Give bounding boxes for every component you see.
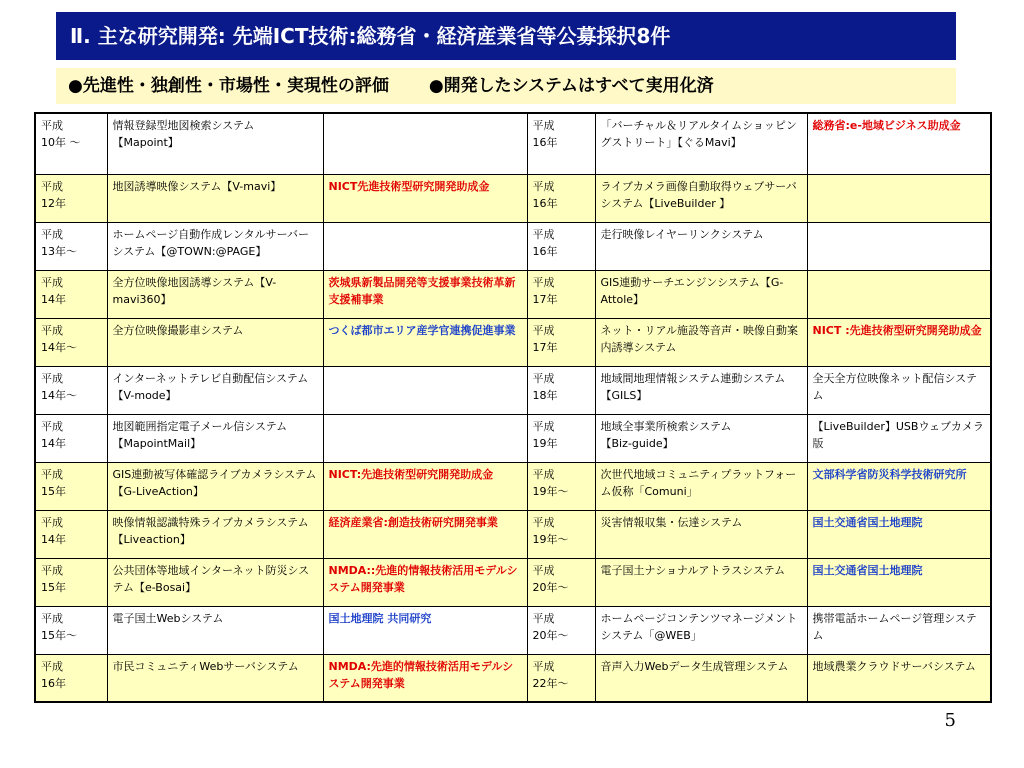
system-name-cell: 地域間地理情報システム連動システム【GILS】 <box>595 366 807 414</box>
system-name-cell: 地図誘導映像システム【V-mavi】 <box>107 174 323 222</box>
system-name-cell: 市民コミュニティWebサーバシステム <box>107 654 323 702</box>
funding-cell: NMDA:先進的情報技術活用モデルシステム開発事業 <box>323 654 527 702</box>
system-name-cell: 次世代地域コミュニティプラットフォーム仮称「Comuni」 <box>595 462 807 510</box>
start-year-cell: 平成 15年〜 <box>35 606 107 654</box>
slide-title: Ⅱ. 主な研究開発: 先端ICT技術:総務省・経済産業省等公募採択8件 <box>56 12 956 60</box>
funding-cell: つくば都市エリア産学官連携促進事業 <box>323 318 527 366</box>
table-row <box>35 113 991 174</box>
start-year-cell: 平成 14年 <box>35 270 107 318</box>
table-row <box>35 654 991 702</box>
start-year-cell: 平成 15年 <box>35 462 107 510</box>
table-row <box>35 606 991 654</box>
table-row <box>35 558 991 606</box>
start-year-cell: 平成 17年 <box>527 318 595 366</box>
funding-cell: NICT :先進技術型研究開発助成金 <box>807 318 991 366</box>
system-name-cell: インターネットテレビ自動配信システム【V-mode】 <box>107 366 323 414</box>
system-name-cell: ライブカメラ画像自動取得ウェブサーバシステム【LiveBuilder 】 <box>595 174 807 222</box>
table-row <box>35 174 991 222</box>
table-row <box>35 414 991 462</box>
start-year-cell: 平成 19年 <box>527 414 595 462</box>
table-row <box>35 462 991 510</box>
system-name-cell: 情報登録型地図検索システム 【Mapoint】 <box>107 113 323 174</box>
start-year-cell: 平成 14年〜 <box>35 318 107 366</box>
start-year-cell: 平成 14年〜 <box>35 366 107 414</box>
system-name-cell: 公共団体等地域インターネット防災システム【e-Bosai】 <box>107 558 323 606</box>
start-year-cell: 平成 16年 <box>527 222 595 270</box>
start-year-cell: 平成 16年 <box>527 174 595 222</box>
system-name-cell: 走行映像レイヤーリンクシステム <box>595 222 807 270</box>
start-year-cell: 平成 19年〜 <box>527 510 595 558</box>
system-name-cell: 地図範囲指定電子メール信システム【MapointMail】 <box>107 414 323 462</box>
system-name-cell: 「バーチャル＆リアルタイムショッピングストリート」【ぐるMavi】 <box>595 113 807 174</box>
start-year-cell: 平成 15年 <box>35 558 107 606</box>
funding-cell: 文部科学省防災科学技術研究所 <box>807 462 991 510</box>
funding-cell <box>323 222 527 270</box>
subtitle-left: ●先進性・独創性・市場性・実現性の評価 <box>68 76 389 96</box>
page-number: 5 <box>944 710 956 731</box>
table-row <box>35 270 991 318</box>
system-name-cell: GIS連動被写体確認ライブカメラシステム【G-LiveAction】 <box>107 462 323 510</box>
start-year-cell: 平成 14年 <box>35 510 107 558</box>
subtitle-bar <box>56 68 956 104</box>
funding-cell: 経済産業省:創造技術研究開発事業 <box>323 510 527 558</box>
funding-cell <box>807 270 991 318</box>
system-name-cell: 全方位映像撮影車システム <box>107 318 323 366</box>
start-year-cell: 平成 16年 <box>35 654 107 702</box>
start-year-cell: 平成 14年 <box>35 414 107 462</box>
system-name-cell: 音声入力Webデータ生成管理システム <box>595 654 807 702</box>
start-year-cell: 平成 19年〜 <box>527 462 595 510</box>
system-name-cell: ネット・リアル施設等音声・映像自動案内誘導システム <box>595 318 807 366</box>
funding-cell <box>323 366 527 414</box>
start-year-cell: 平成 16年 <box>527 113 595 174</box>
system-name-cell: 地域全事業所検索システム 【Biz-guide】 <box>595 414 807 462</box>
system-name-cell: GIS連動サーチエンジンシステム【G-Attole】 <box>595 270 807 318</box>
system-name-cell: 電子国土ナショナルアトラスシステム <box>595 558 807 606</box>
funding-cell <box>323 113 527 174</box>
start-year-cell: 平成 20年〜 <box>527 606 595 654</box>
funding-cell: 茨城県新製品開発等支援事業技術革新支援補事業 <box>323 270 527 318</box>
funding-cell <box>807 174 991 222</box>
system-name-cell: 災害情報収集・伝達システム <box>595 510 807 558</box>
subtitle-right: ●開発したシステムはすべて実用化済 <box>428 76 714 96</box>
funding-cell: 国土交通省国土地理院 <box>807 510 991 558</box>
start-year-cell: 平成 13年〜 <box>35 222 107 270</box>
system-name-cell: ホームページ自動作成レンタルサーバーシステム【@TOWN:@PAGE】 <box>107 222 323 270</box>
start-year-cell: 平成 20年〜 <box>527 558 595 606</box>
system-name-cell: 全方位映像地図誘導システム【V-mavi360】 <box>107 270 323 318</box>
table-row <box>35 222 991 270</box>
start-year-cell: 平成 10年 〜 <box>35 113 107 174</box>
system-name-cell: 映像情報認識特殊ライブカメラシステム【Liveaction】 <box>107 510 323 558</box>
table-row <box>35 510 991 558</box>
system-name-cell: ホームページコンテンツマネージメントシステム「@WEB」 <box>595 606 807 654</box>
funding-cell: NICT先進技術型研究開発助成金 <box>323 174 527 222</box>
funding-cell: 総務省:e-地域ビジネス助成金 <box>807 113 991 174</box>
table-row <box>35 366 991 414</box>
funding-cell: 全天全方位映像ネット配信システム <box>807 366 991 414</box>
funding-cell <box>807 222 991 270</box>
start-year-cell: 平成 12年 <box>35 174 107 222</box>
start-year-cell: 平成 18年 <box>527 366 595 414</box>
table-row <box>35 318 991 366</box>
funding-cell: 【LiveBuilder】USBウェブカメラ版 <box>807 414 991 462</box>
funding-cell: NMDA::先進的情報技術活用モデルシステム開発事業 <box>323 558 527 606</box>
projects-table <box>34 112 992 703</box>
funding-cell: 国土地理院 共同研究 <box>323 606 527 654</box>
funding-cell: NICT:先進技術型研究開発助成金 <box>323 462 527 510</box>
system-name-cell: 電子国土Webシステム <box>107 606 323 654</box>
funding-cell <box>323 414 527 462</box>
funding-cell: 国土交通省国土地理院 <box>807 558 991 606</box>
funding-cell: 携帯電話ホームページ管理システム <box>807 606 991 654</box>
start-year-cell: 平成 22年〜 <box>527 654 595 702</box>
start-year-cell: 平成 17年 <box>527 270 595 318</box>
funding-cell: 地域農業クラウドサーバシステム <box>807 654 991 702</box>
